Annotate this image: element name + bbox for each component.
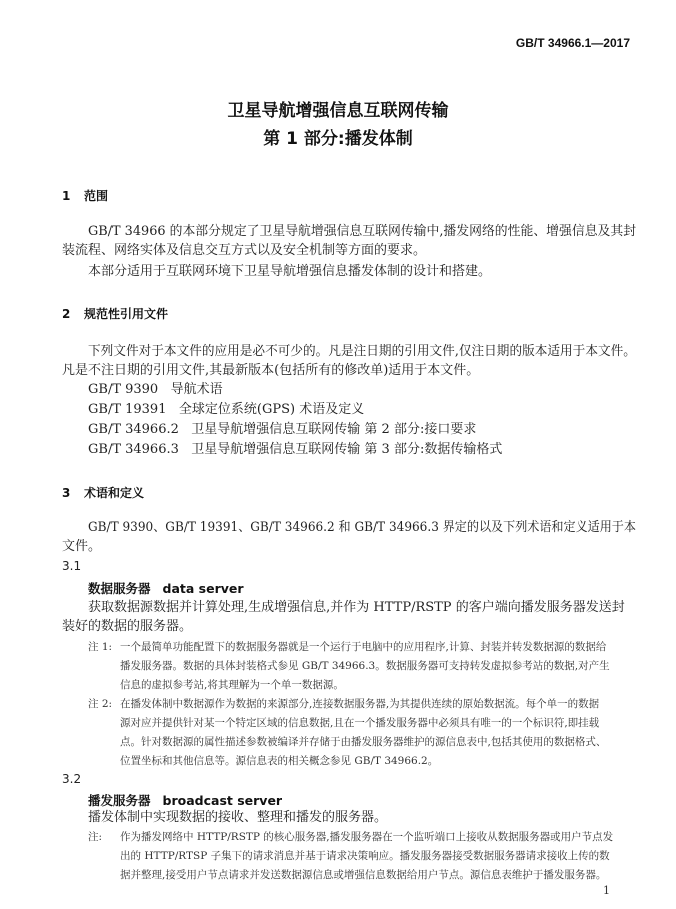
note-line	[88, 640, 606, 654]
document-code: GB/T 34966.1—2017	[515, 36, 630, 50]
reference-item	[88, 422, 476, 438]
section-1-heading	[62, 187, 108, 204]
term-definition-line: 播发体制中实现数据的接收、整理和播发的服务器。	[88, 810, 388, 825]
section-number: 2	[62, 307, 71, 321]
note-label: 注 1:	[88, 641, 113, 653]
reference-code: GB/T 34966.3	[88, 442, 179, 457]
note-line	[88, 697, 599, 711]
reference-code: GB/T 9390	[88, 382, 159, 397]
note-label: 注:	[88, 831, 103, 843]
reference-item	[88, 382, 223, 398]
note-line: 点。针对数据源的属性描述参数被编译并存储于由播发服务器维护的源信息表中,包括其使用的数据格式、	[120, 736, 607, 748]
term-english: broadcast server	[162, 793, 283, 808]
reference-code: GB/T 19391	[88, 402, 167, 417]
section-title: 范围	[84, 189, 109, 203]
term-chinese: 播发服务器	[88, 793, 151, 808]
term-chinese: 数据服务器	[88, 581, 151, 596]
note-text: 一个最简单功能配置下的数据服务器就是一个运行于电脑中的应用程序,计算、封装并转发数据源的数据给	[120, 641, 607, 653]
reference-title: 卫星导航增强信息互联网传输 第 2 部分:接口要求	[191, 422, 477, 437]
note-line	[88, 830, 613, 844]
note-line: 源对应并提供针对某一个特定区域的信息数据,且在一个播发服务器中必须具有唯一的一个标识符,即挂载	[120, 717, 600, 729]
note-line: 位置坐标和其他信息等。源信息表的相关概念参见 GB/T 34966.2。	[120, 755, 439, 767]
term-heading	[88, 791, 282, 809]
note-line: 信息的虚拟参考站,将其理解为一个单一数据源。	[120, 679, 344, 691]
reference-item	[88, 402, 364, 418]
document-subtitle: 第 1 部分:播发体制	[263, 129, 413, 149]
section-3-heading	[62, 484, 144, 501]
document-title: 卫星导航增强信息互联网传输	[227, 101, 449, 121]
scope-paragraph-line: GB/T 34966 的本部分规定了卫星导航增强信息互联网传输中,播发网络的性能、增强信息及其封	[88, 224, 637, 239]
section-title: 术语和定义	[84, 486, 145, 500]
page-number: 1	[603, 884, 610, 897]
note-line: 出的 HTTP/RTSP 子集下的请求消息并基于请求决策响应。播发服务器接受数据服务器请求接收上传的数	[120, 850, 610, 862]
reference-item	[88, 442, 502, 458]
term-english: data server	[162, 581, 244, 596]
terms-paragraph-line: GB/T 9390、GB/T 19391、GB/T 34966.2 和 GB/T 34966.3 界定的以及下列术语和定义适用于本	[88, 520, 636, 535]
note-line: 播发服务器。数据的具体封装格式参见 GB/T 34966.3。数据服务器可支持转发虚拟参考站的数据,对产生	[120, 660, 610, 672]
reference-title: 导航术语	[170, 382, 223, 397]
term-number: 3.2	[62, 772, 82, 786]
note-line: 据并整理,接受用户节点请求并发送数据源信息或增强信息数据给用户节点。源信息表维护于播发服务器。	[120, 869, 607, 881]
references-paragraph-line: 下列文件对于本文件的应用是必不可少的。凡是注日期的引用文件,仅注日期的版本适用于本文件。	[88, 344, 636, 359]
reference-title: 卫星导航增强信息互联网传输 第 3 部分:数据传输格式	[191, 442, 503, 457]
terms-paragraph-line: 文件。	[62, 539, 102, 554]
section-2-heading	[62, 305, 168, 322]
references-paragraph-line: 凡是不注日期的引用文件,其最新版本(包括所有的修改单)适用于本文件。	[62, 363, 480, 378]
term-definition-line: 获取数据源数据并计算处理,生成增强信息,并作为 HTTP/RSTP 的客户端向播发服务器发送封	[88, 600, 625, 615]
section-title: 规范性引用文件	[84, 307, 169, 321]
reference-code: GB/T 34966.2	[88, 422, 179, 437]
section-number: 1	[62, 189, 71, 203]
term-definition-line: 装好的数据的服务器。	[62, 619, 193, 634]
note-text: 作为播发网络中 HTTP/RSTP 的核心服务器,播发服务器在一个监听端口上接收从数据服务器或用户节点发	[120, 831, 614, 843]
scope-paragraph-applicability: 本部分适用于互联网环境下卫星导航增强信息播发体制的设计和搭建。	[88, 264, 492, 279]
section-number: 3	[62, 486, 71, 500]
note-text: 在播发体制中数据源作为数据的来源部分,连接数据服务器,为其提供连续的原始数据流。每个单一的数据	[120, 698, 600, 710]
term-heading	[88, 579, 244, 597]
reference-title: 全球定位系统(GPS) 术语及定义	[178, 402, 365, 417]
note-label: 注 2:	[88, 698, 113, 710]
scope-paragraph-line: 装流程、网络实体及信息交互方式以及安全机制等方面的要求。	[62, 243, 427, 258]
term-number: 3.1	[62, 559, 82, 573]
